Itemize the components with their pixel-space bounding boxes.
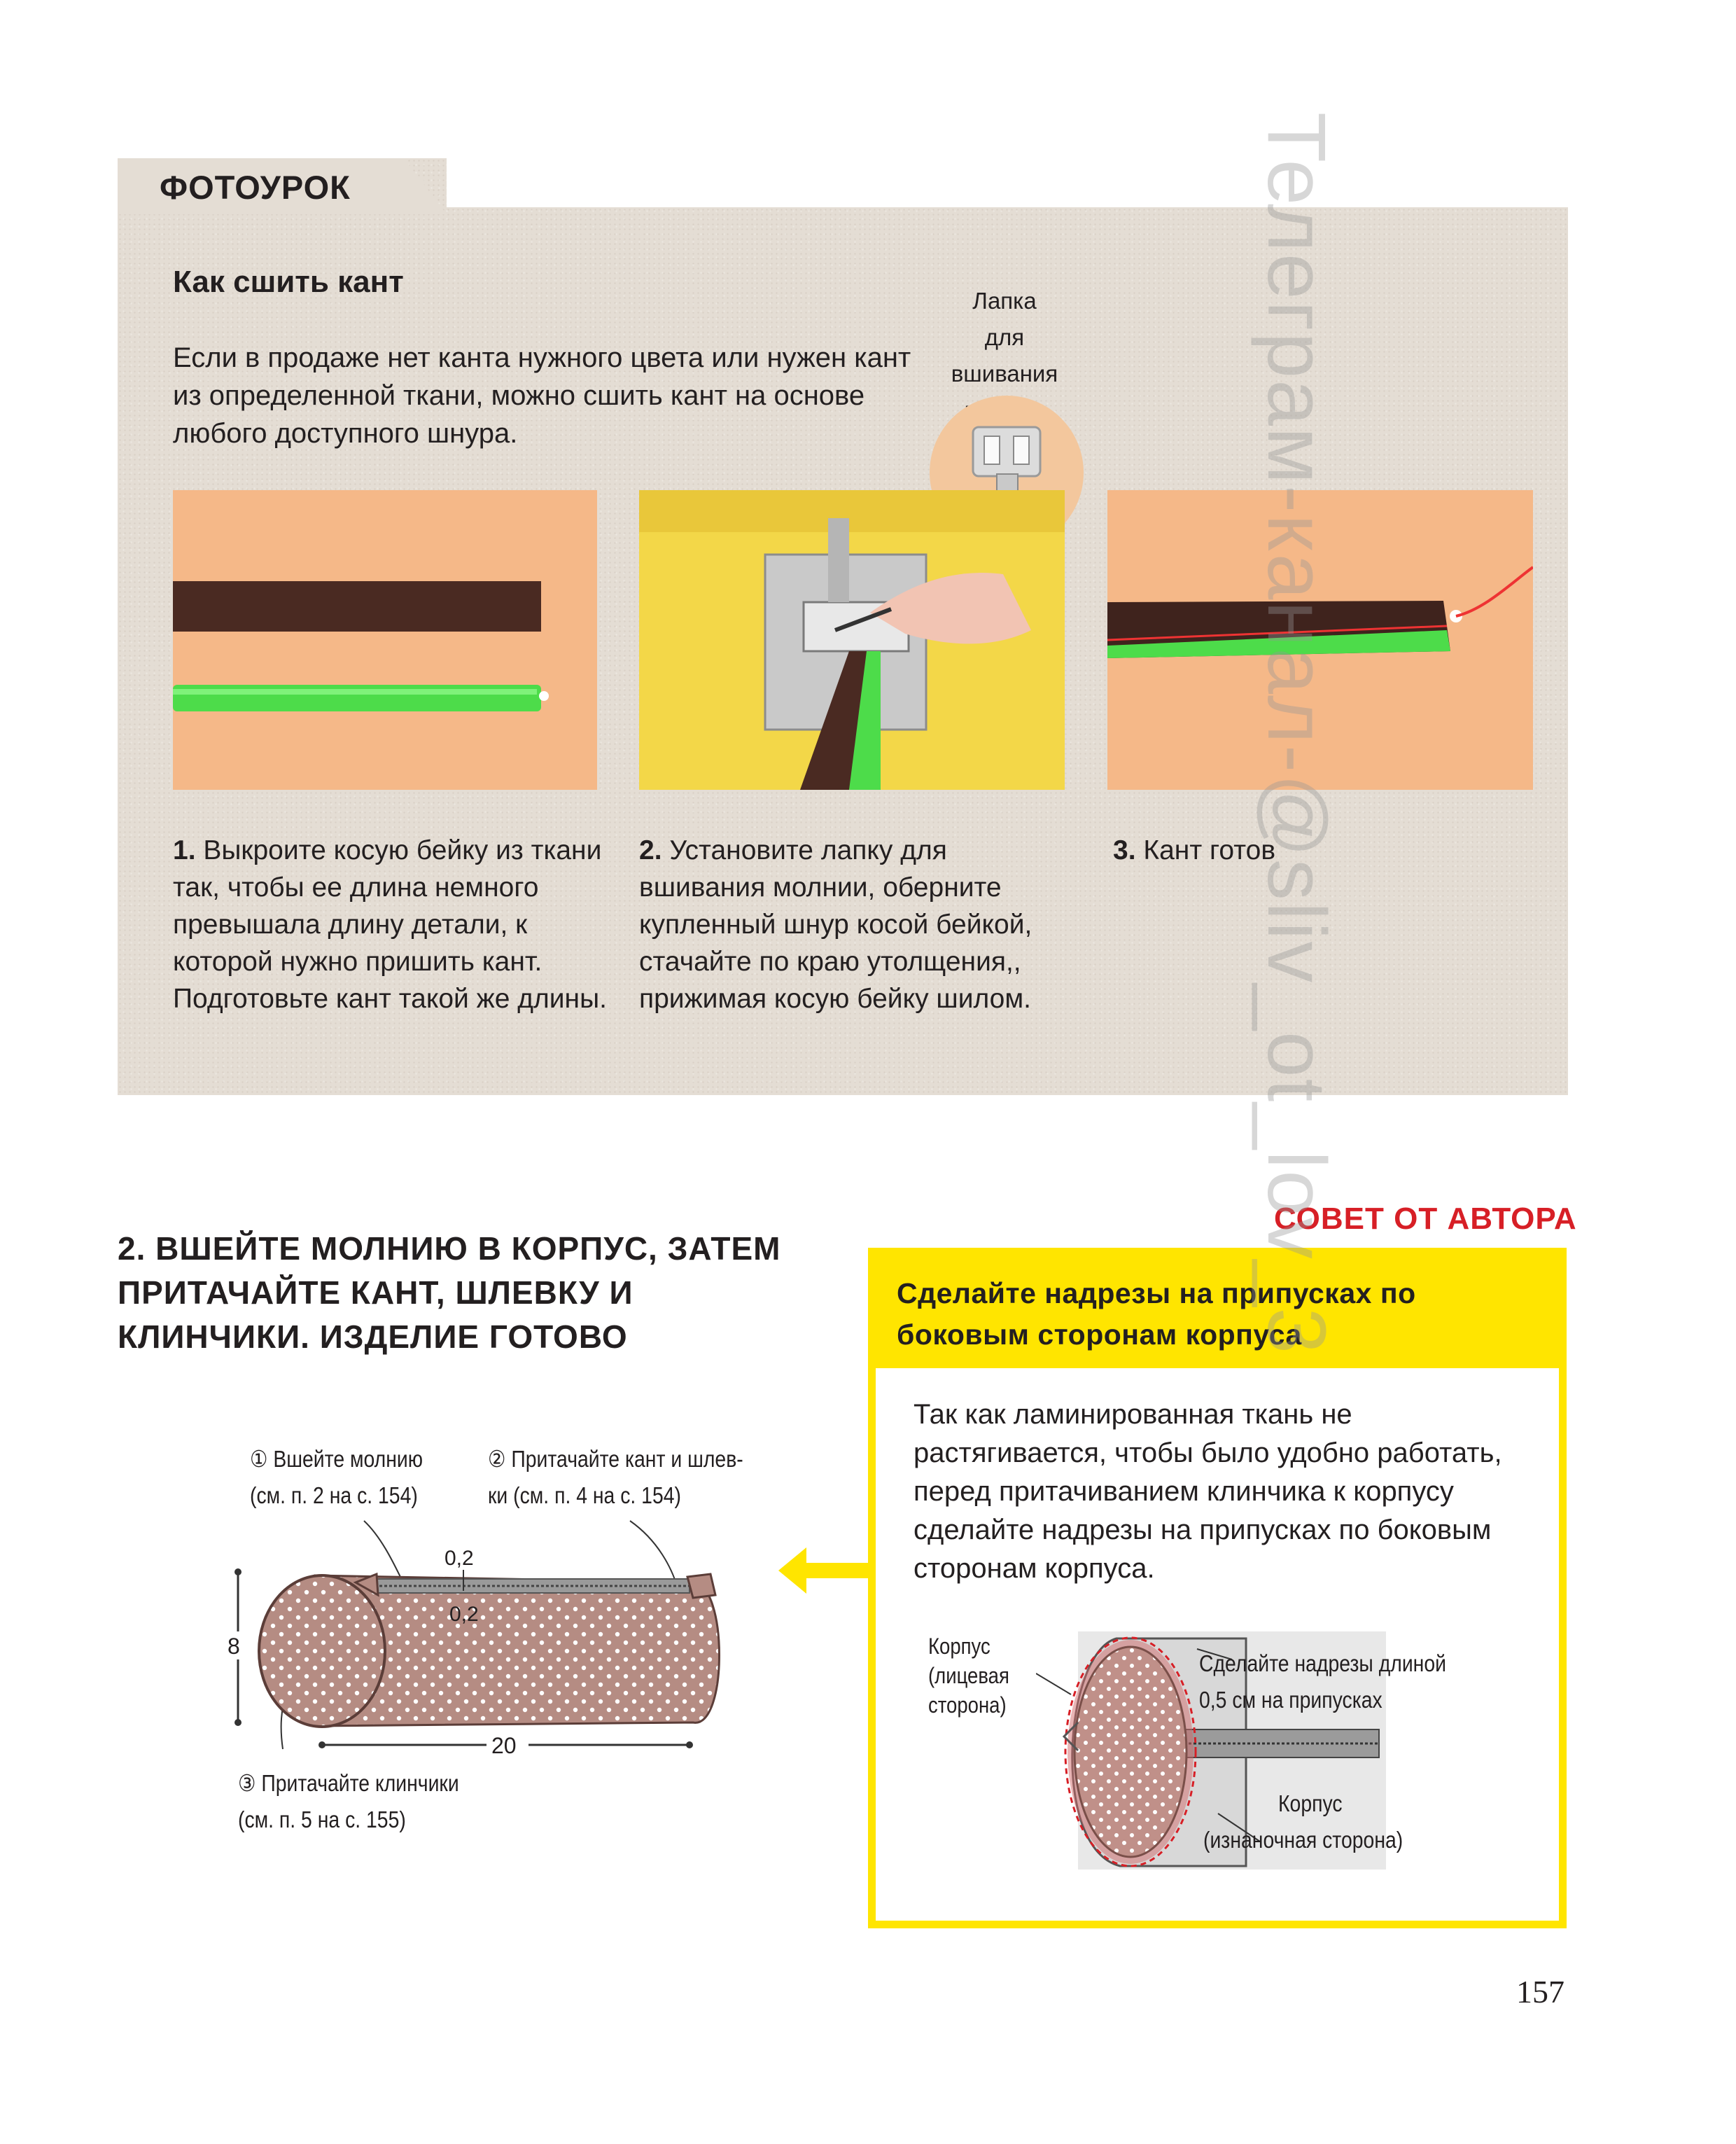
note-piping: ② Притачайте кант и шлев- xyxy=(488,1446,743,1472)
note-gussets-ref: (см. п. 5 на с. 155) xyxy=(238,1807,406,1832)
arrow-left-icon xyxy=(778,1546,876,1595)
note-body-back: (изнаночная сторона) xyxy=(1203,1827,1404,1853)
seam-dimension: 0,2 xyxy=(449,1603,479,1626)
tip-label: СОВЕТ ОТ АВТОРА xyxy=(1274,1202,1577,1236)
note-zipper-ref: (см. п. 2 на с. 154) xyxy=(250,1482,418,1508)
presser-foot-label-line: Лапка xyxy=(972,288,1037,314)
note-piping-ref: ки (см. п. 4 на с. 154) xyxy=(488,1482,681,1508)
length-dimension: 20 xyxy=(491,1733,517,1758)
presser-foot-label-line: для вшивания xyxy=(951,324,1058,387)
photo-bias-strip xyxy=(173,490,597,790)
lesson-intro: Если в продаже нет канта нужного цвета или нужен кант из определенной ткани, можно сшить кант на основе любого доступного шнура. xyxy=(173,342,911,449)
seam-dimension: 0,2 xyxy=(444,1547,474,1570)
height-dimension: 8 xyxy=(227,1634,240,1659)
note-cuts: Сделайте надрезы длиной xyxy=(1199,1650,1446,1676)
note-body-face: сторона) xyxy=(928,1692,1007,1718)
step-number: 3. xyxy=(1113,835,1136,865)
step-number: 1. xyxy=(173,835,196,865)
section-label: ФОТОУРОК xyxy=(160,169,351,206)
note-zipper: ① Вшейте молнию xyxy=(250,1446,424,1472)
step-caption-1 xyxy=(173,832,607,1017)
lesson-title: Как сшить кант xyxy=(173,265,404,299)
watermark-text: Телеграм-канал-@sliv_ot_lov_3 xyxy=(1250,112,1343,1356)
note-body-face: (лицевая xyxy=(928,1663,1009,1688)
pencil-case-diagram xyxy=(210,1512,756,1778)
sewing-machine-illustration xyxy=(639,490,1065,790)
note-body-face: Корпус xyxy=(928,1634,990,1659)
step-text: Выкроите косую бейку из ткани так, чтобы ее длина немного превышала длину детали, к которой нужно пришить кант. Подготовьте кант такой же длины. xyxy=(173,835,607,1014)
photo-sewing-machine xyxy=(639,490,1065,790)
step-text: Кант готов xyxy=(1143,835,1276,865)
page-number: 157 xyxy=(1516,1974,1564,2010)
note-body-back: Корпус xyxy=(1278,1790,1343,1816)
step-heading: 2. ВШЕЙТЕ МОЛНИЮ В КОРПУС, ЗАТЕМ ПРИТАЧАЙТЕ КАНТ, ШЛЕВКУ И КЛИНЧИКИ. ИЗДЕЛИЕ ГОТОВО xyxy=(118,1230,781,1355)
bias-strip-illustration xyxy=(173,490,597,790)
step-text: Установите лапку для вшивания молнии, оберните купленный шнур косой бейкой, стачайте по краю утолщения,, прижимая косую бейку шилом. xyxy=(639,835,1032,1014)
panel-top-notch xyxy=(447,158,1568,207)
step-number: 2. xyxy=(639,835,662,865)
note-gussets: ③ Притачайте клинчики xyxy=(238,1770,459,1796)
step-caption-2 xyxy=(639,832,1073,1017)
note-cuts: 0,5 см на припусках xyxy=(1199,1687,1382,1713)
tip-body: Так как ламинированная ткань не растягивается, чтобы было удобно работать, перед притачиванием клинчика к корпусу сделайте надрезы на припусках по боковым сторонам корпуса. xyxy=(913,1399,1502,1584)
tip-heading: Сделайте надрезы на припусках по боковым сторонам корпуса xyxy=(897,1277,1416,1351)
